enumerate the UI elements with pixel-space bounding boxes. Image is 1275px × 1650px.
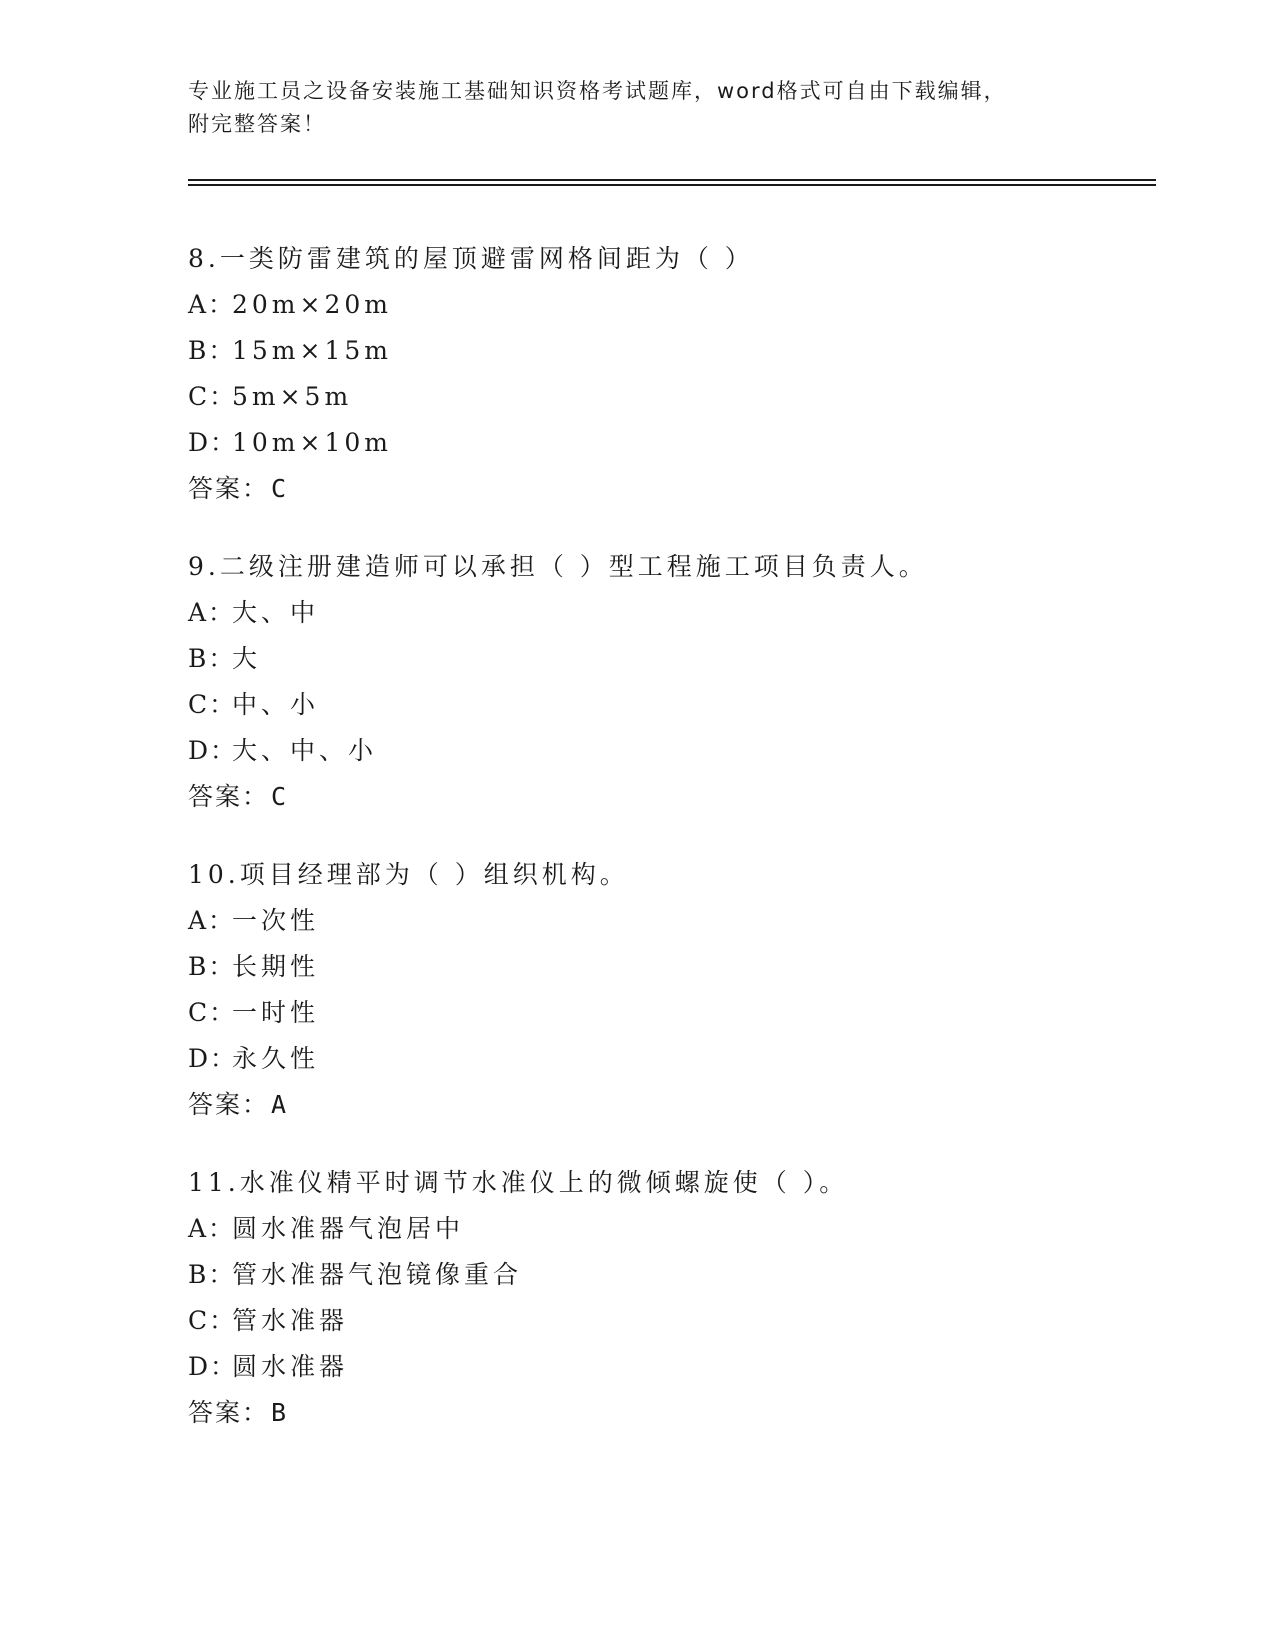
header-divider-bottom <box>188 184 1156 186</box>
option-a <box>188 282 1148 328</box>
answer-line <box>188 774 1148 820</box>
option-text: 一次性 <box>232 906 320 935</box>
option-d <box>188 728 1148 774</box>
question-11 <box>188 1160 1148 1436</box>
option-text: 管水准器 <box>232 1306 349 1335</box>
option-key: A： <box>188 1214 236 1243</box>
option-key: C： <box>188 998 237 1027</box>
option-key: D： <box>188 1044 238 1073</box>
header-line-1: 专业施工员之设备安装施工基础知识资格考试题库，word格式可自由下载编辑， <box>188 79 1007 103</box>
option-text: 管水准器气泡镜像重合 <box>232 1260 523 1289</box>
answer-line <box>188 1082 1148 1128</box>
option-text: 20m×20m <box>232 290 392 319</box>
option-text: 长期性 <box>232 952 320 981</box>
question-title: 10.项目经理部为（ ）组织机构。 <box>188 860 629 889</box>
option-text: 圆水准器 <box>232 1352 349 1381</box>
question-title: 9.二级注册建造师可以承担（ ）型工程施工项目负责人。 <box>188 552 928 581</box>
option-key: B： <box>188 644 236 673</box>
option-d <box>188 420 1148 466</box>
option-key: A： <box>188 598 236 627</box>
answer-line <box>188 466 1148 512</box>
question-8 <box>188 236 1148 512</box>
option-text: 中、小 <box>232 690 320 719</box>
option-key: B： <box>188 1260 236 1289</box>
option-key: C： <box>188 382 237 411</box>
answer-value: C <box>271 474 287 503</box>
answer-label: 答案： <box>188 782 270 811</box>
option-c <box>188 990 1148 1036</box>
option-c <box>188 374 1148 420</box>
option-c <box>188 682 1148 728</box>
option-key: D： <box>188 428 238 457</box>
option-text: 圆水准器气泡居中 <box>232 1214 465 1243</box>
header-divider-top <box>188 179 1156 181</box>
option-text: 大、中 <box>232 598 320 627</box>
option-text: 大 <box>232 644 262 673</box>
option-text: 15m×15m <box>232 336 392 365</box>
option-key: C： <box>188 1306 237 1335</box>
answer-value: C <box>271 782 287 811</box>
option-b <box>188 636 1148 682</box>
option-key: D： <box>188 736 238 765</box>
header-line-2: 附完整答案！ <box>188 112 326 136</box>
question-title: 11.水准仪精平时调节水准仪上的微倾螺旋使（ ）。 <box>188 1168 849 1197</box>
option-key: B： <box>188 952 236 981</box>
option-text: 永久性 <box>232 1044 320 1073</box>
option-key: C： <box>188 690 237 719</box>
option-a <box>188 1206 1148 1252</box>
option-b <box>188 1252 1148 1298</box>
option-text: 5m×5m <box>232 382 353 411</box>
option-c <box>188 1298 1148 1344</box>
option-key: A： <box>188 906 236 935</box>
answer-value: A <box>271 1090 287 1119</box>
question-10 <box>188 852 1148 1128</box>
option-key: A： <box>188 290 236 319</box>
option-text: 大、中、小 <box>232 736 378 765</box>
option-b <box>188 328 1148 374</box>
option-key: D： <box>188 1352 238 1381</box>
answer-label: 答案： <box>188 474 270 503</box>
option-b <box>188 944 1148 990</box>
answer-line <box>188 1390 1148 1436</box>
answer-label: 答案： <box>188 1090 270 1119</box>
question-9 <box>188 544 1148 820</box>
answer-label: 答案： <box>188 1398 270 1427</box>
document-header <box>188 75 1088 141</box>
option-d <box>188 1344 1148 1390</box>
answer-value: B <box>271 1398 287 1427</box>
option-text: 一时性 <box>232 998 320 1027</box>
option-a <box>188 590 1148 636</box>
option-a <box>188 898 1148 944</box>
question-title: 8.一类防雷建筑的屋顶避雷网格间距为（ ） <box>188 244 754 273</box>
option-d <box>188 1036 1148 1082</box>
option-text: 10m×10m <box>232 428 392 457</box>
option-key: B： <box>188 336 236 365</box>
question-list <box>188 236 1148 1468</box>
